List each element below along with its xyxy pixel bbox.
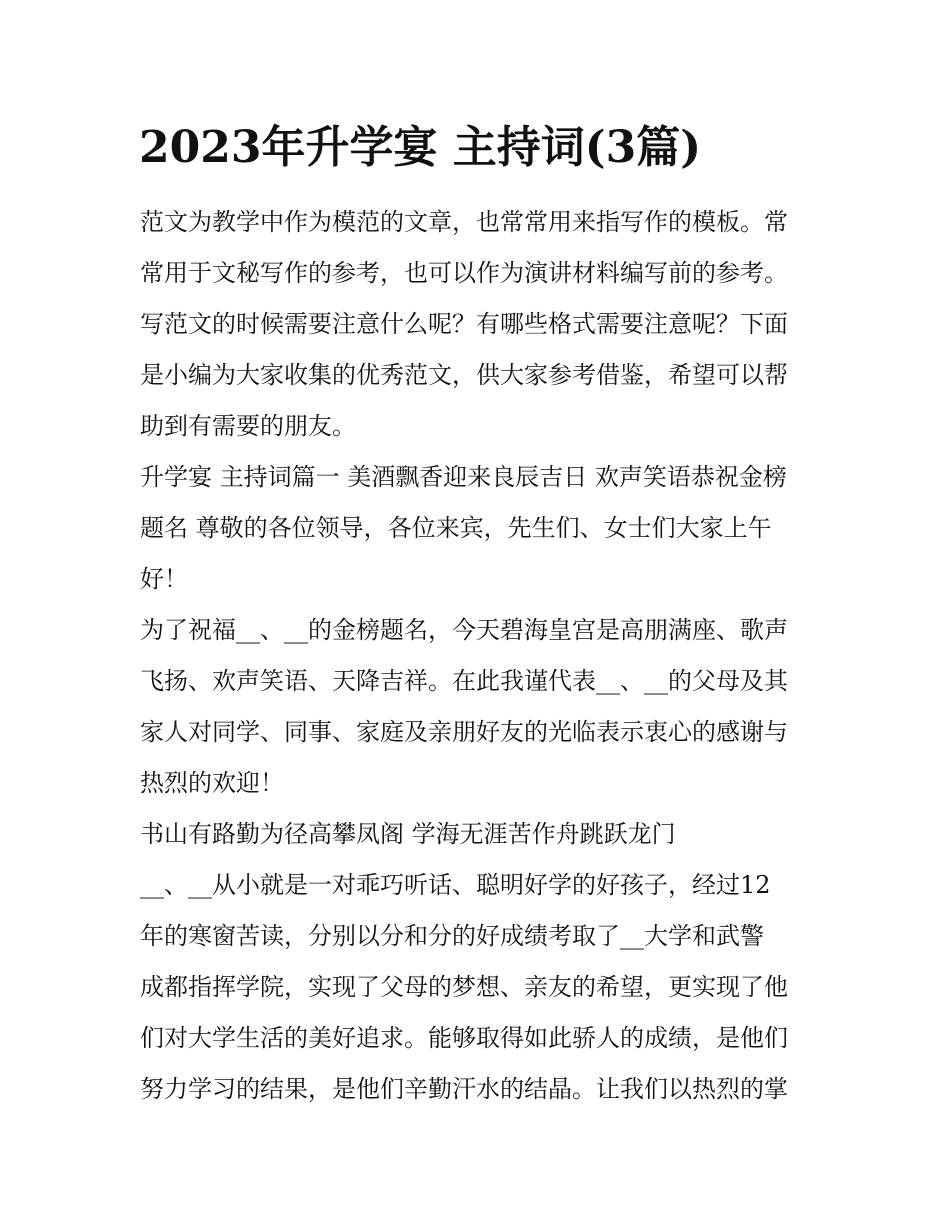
body-line: 范文为教学中作为模范的文章，也常常用来指写作的模板。常	[140, 208, 788, 236]
body-line: 常用于文秘写作的参考，也可以作为演讲材料编写前的参考。	[140, 259, 788, 287]
body-line: 升学宴 主持词篇一 美酒飘香迎来良辰吉日 欢声笑语恭祝金榜	[140, 463, 787, 491]
body-line: 为了祝福__、__的金榜题名，今天碧海皇宫是高朋满座、歌声	[140, 616, 788, 644]
document-body	[140, 197, 820, 1115]
body-line: 努力学习的结果，是他们辛勤汗水的结晶。让我们以热烈的掌	[140, 1075, 788, 1103]
body-line: 好！	[140, 565, 188, 593]
body-line: 家人对同学、同事、家庭及亲朋好友的光临表示衷心的感谢与	[140, 718, 788, 746]
body-line: 题名 尊敬的各位领导，各位来宾，先生们、女士们大家上午	[140, 514, 772, 542]
body-line: 助到有需要的朋友。	[140, 412, 356, 440]
body-line: 飞扬、欢声笑语、天降吉祥。在此我谨代表__、__的父母及其	[140, 667, 788, 695]
body-line: 是小编为大家收集的优秀范文，供大家参考借鉴，希望可以帮	[140, 361, 788, 389]
body-line: 热烈的欢迎！	[140, 769, 284, 797]
body-line: 写范文的时候需要注意什么呢？有哪些格式需要注意呢？下面	[140, 310, 788, 338]
document-title: 2023年升学宴 主持词(3篇)	[139, 122, 702, 173]
body-line: 书山有路勤为径高攀凤阁 学海无涯苦作舟跳跃龙门	[140, 820, 676, 848]
body-line: 成都指挥学院，实现了父母的梦想、亲友的希望，更实现了他	[140, 973, 788, 1001]
body-line: 年的寒窗苦读，分别以分和分的好成绩考取了__大学和武警	[140, 922, 764, 950]
body-line: 们对大学生活的美好追求。能够取得如此骄人的成绩，是他们	[140, 1024, 788, 1052]
body-line: __、__从小就是一对乖巧听话、聪明好学的好孩子，经过12	[140, 871, 771, 899]
